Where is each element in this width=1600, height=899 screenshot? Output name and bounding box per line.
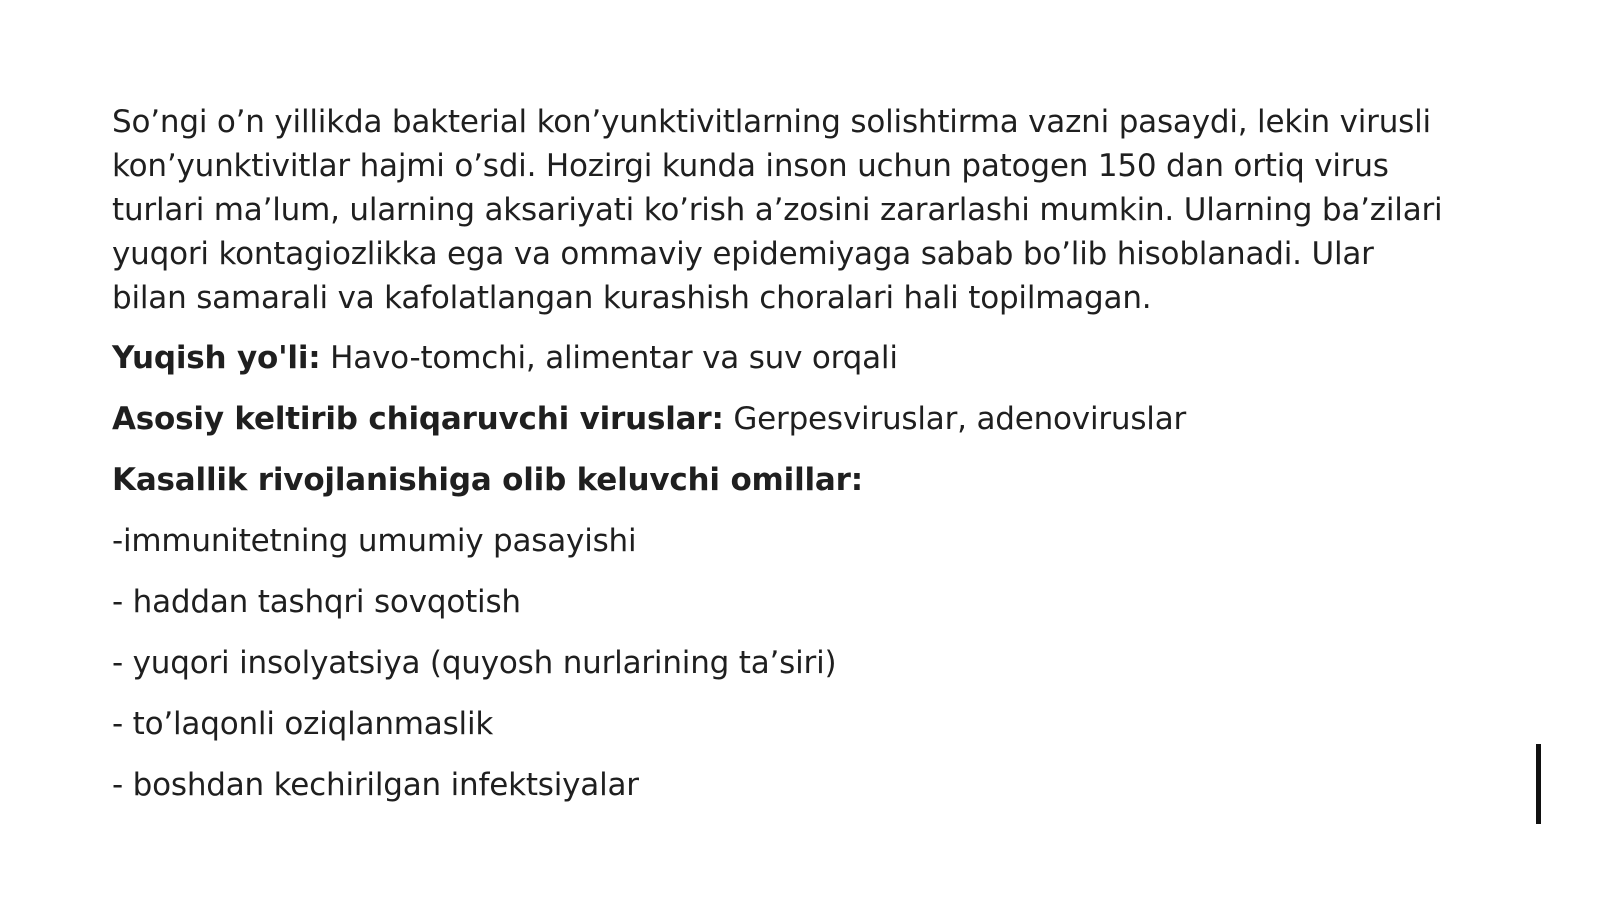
transmission-line: [112, 338, 1452, 378]
viruses-label: Asosiy keltirib chiqaruvchi viruslar:: [112, 401, 724, 437]
slide-content: [112, 100, 1452, 805]
intro-paragraph: So’ngi o’n yillikda bakterial kon’yunktivitlarning solishtirma vazni pasaydi, lekin virusli kon’yunktivitlar hajmi o’sdi. Hozirgi kunda inson uchun patogen 150 dan ortiq virus turlari ma’lum, ularning aksariyati ko’rish a’zosini zararlashi mumkin. Ularning ba’zilari yuqori kontagiozlikka ega va ommaviy epidemiyaga sabab bo’lib hisoblanadi. Ular bilan samarali va kafolatlangan kurashish choralari hali topilmagan.: [112, 104, 1443, 316]
transmission-label: Yuqish yo'li:: [112, 340, 321, 376]
factor-item: - yuqori insolyatsiya (quyosh nurlarining ta’siri): [112, 645, 837, 681]
factor-item: - boshdan kechirilgan infektsiyalar: [112, 767, 639, 803]
factor-item: -immunitetning umumiy pasayishi: [112, 523, 637, 559]
viruses-value: Gerpesviruslar, adenoviruslar: [723, 401, 1187, 437]
viruses-line: [112, 399, 1452, 439]
factor-item: - to’laqonli oziqlanmaslik: [112, 706, 494, 742]
vertical-bar-marker: [1536, 744, 1541, 824]
factor-item: - haddan tashqri sovqotish: [112, 584, 521, 620]
transmission-value: Havo-tomchi, alimentar va suv orqali: [320, 340, 898, 376]
factors-heading: Kasallik rivojlanishiga olib keluvchi omillar:: [112, 462, 863, 498]
